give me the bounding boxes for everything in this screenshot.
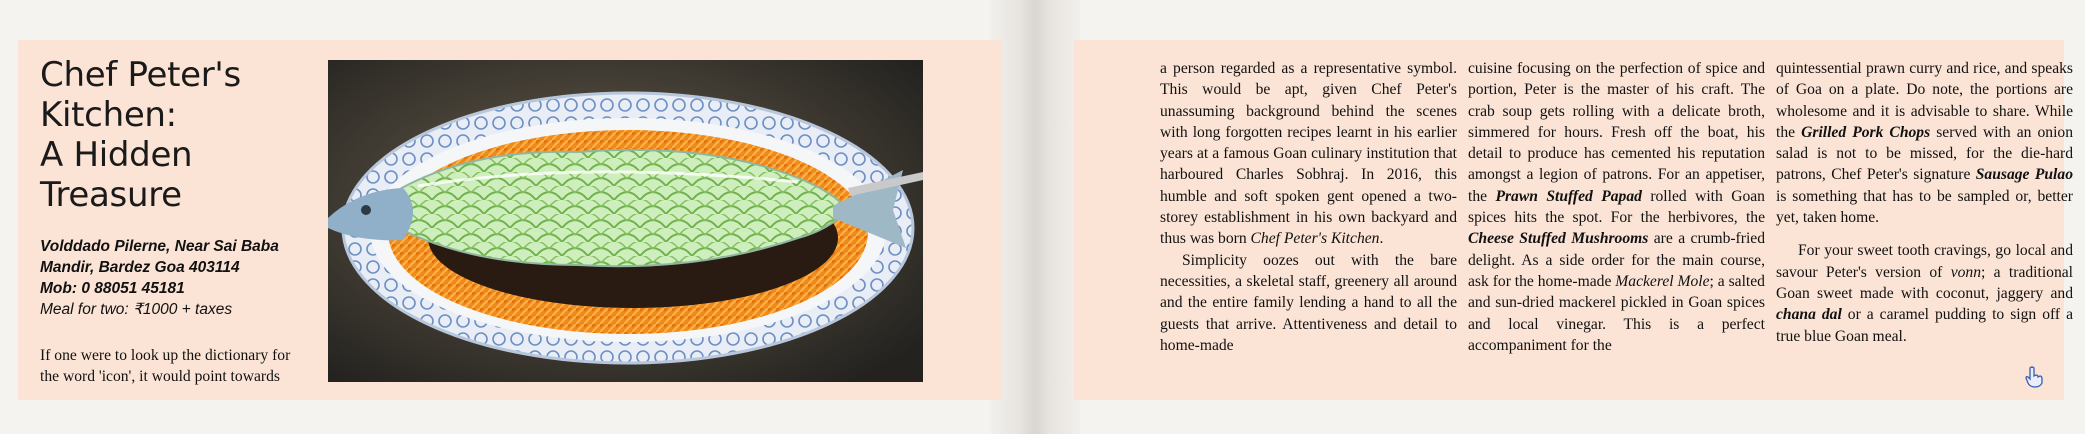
title-line: Treasure bbox=[40, 175, 182, 215]
title-line: Chef Peter's bbox=[40, 55, 241, 95]
hand-cursor-icon bbox=[2024, 366, 2044, 388]
meal-price: Meal for two: ₹1000 + taxes bbox=[40, 301, 233, 318]
page-gutter bbox=[990, 0, 1080, 434]
dish-name: Sausage Pulao bbox=[1975, 166, 2073, 184]
dish-name: Grilled Pork Chops bbox=[1801, 123, 1931, 141]
dish-name: Prawn Stuffed Papad bbox=[1495, 187, 1642, 205]
paragraph: cuisine focusing on the perfection of spice and portion, Peter is the master of his craft. The crab soup gets rolling with a delicate broth, simmered for hours. Fresh off the boat, his detail to produce has cemented his reputation amongst a legion of patrons. For an appetiser, the Prawn Stuffed Papad rolled with Goan spices hits the spot. For the herbivores, the Cheese Stuffed Mushrooms are a crumb-fried delight. As a side order for the main course, ask for the home-made Mackerel Mole; a salted and sun-dried mackerel pickled in Goan spices and local vinegar. This is a perfect accompaniment for the bbox=[1468, 60, 1765, 354]
article-title bbox=[40, 55, 330, 215]
phone-number: Mob: 0 88051 45181 bbox=[40, 280, 185, 297]
text-column-1 bbox=[1160, 58, 1457, 356]
paragraph: a person regarded as a representative symbol. This would be apt, given Chef Peter's unassuming background behind the scenes with long forgotten recipes learnt in his earlier years at a famous Goan culinary institution that harboured Charles Sobhraj. In 2016, this humble and soft spoken gent opened a two-storey establishment in his own backyard and thus was born Chef Peter's Kitchen. bbox=[1160, 60, 1457, 248]
address-line: Mandir, Bardez Goa 403114 bbox=[40, 259, 240, 276]
paragraph: Simplicity oozes out with the bare necessities, a skeletal staff, greenery all around and the entire family lending a hand to all the guests that arrive. Attentiveness and detail to home-made bbox=[1160, 251, 1457, 354]
dish-name: chana dal bbox=[1776, 306, 1842, 324]
dish-name: vonn bbox=[1950, 263, 1982, 281]
paragraph: For your sweet tooth cravings, go local and savour Peter's version of vonn; a traditional Goan sweet made with coconut, jaggery and chana dal or a caramel pudding to sign off a true blue Goan meal. bbox=[1776, 242, 2074, 345]
fish-dish-photo bbox=[328, 60, 923, 382]
address-line: Volddado Pilerne, Near Sai Baba bbox=[40, 238, 279, 255]
title-line: A Hidden bbox=[40, 135, 193, 175]
text-column-3 bbox=[1776, 58, 2073, 347]
paragraph: quintessential prawn curry and rice, and speaks of Goa on a plate. Do note, the portions are wholesome and it is advisable to share. While the Grilled Pork Chops served with an onion salad is not to be missed, for the die-hard patrons, Chef Peter's signature Sausage Pulao is something that has to be sampled or, better yet, taken home. bbox=[1776, 60, 2074, 227]
text-column-2 bbox=[1468, 58, 1765, 356]
dish-name: Mackerel Mole bbox=[1615, 272, 1710, 290]
restaurant-name: Chef Peter's Kitchen bbox=[1250, 230, 1380, 248]
dish-name: Cheese Stuffed Mushrooms bbox=[1468, 230, 1649, 248]
title-line: Kitchen: bbox=[40, 95, 177, 135]
intro-paragraph: If one were to look up the dictionary for the word 'icon', it would point towards bbox=[40, 347, 291, 385]
fish-platter-illustration bbox=[328, 60, 923, 382]
restaurant-info bbox=[40, 236, 340, 320]
